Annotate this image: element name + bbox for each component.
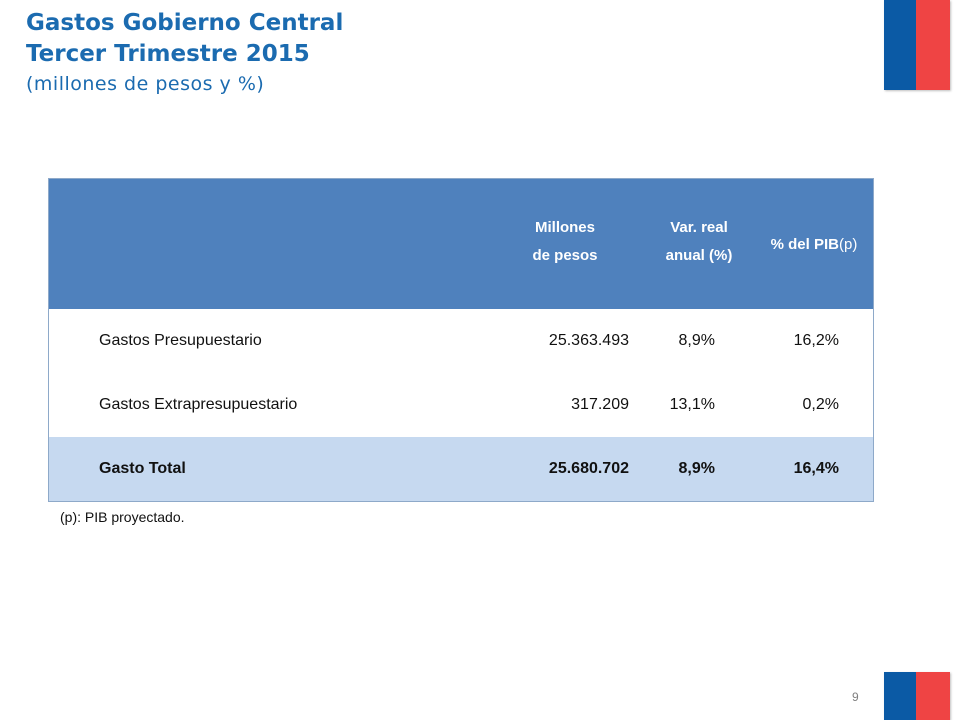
table-row: [49, 373, 873, 437]
chile-flag-logo-top: [884, 0, 950, 90]
row-millones: 317.209: [571, 396, 629, 413]
header-millones-line1: Millones: [534, 219, 595, 236]
header-pib-bold: % del PIB: [770, 236, 839, 253]
header-var-line1: Var. real: [670, 219, 728, 236]
flag-blue-stripe: [884, 0, 916, 90]
header-pib-note: (p): [839, 236, 858, 253]
total-millones: 25.680.702: [548, 460, 629, 477]
table-row: [49, 309, 873, 373]
flag-red-stripe: [916, 0, 950, 90]
title-block: [26, 8, 343, 98]
row-label: Gastos Presupuestario: [99, 332, 262, 349]
header-var-real: [639, 214, 759, 270]
flag-blue-stripe: [884, 672, 916, 720]
header-millones-line2: de pesos: [532, 247, 598, 264]
total-pib: 16,4%: [793, 460, 839, 477]
row-var: 13,1%: [669, 396, 715, 413]
row-var: 8,9%: [678, 332, 715, 349]
row-label: Gastos Extrapresupuestario: [99, 396, 298, 413]
total-label: Gasto Total: [99, 460, 186, 477]
header-millones: [515, 214, 615, 270]
total-var: 8,9%: [678, 460, 715, 477]
page-number: 9: [852, 690, 859, 704]
header-pib: [749, 231, 879, 259]
page-title-line-2: Tercer Trimestre 2015: [26, 41, 310, 67]
header-var-line2: anual (%): [665, 247, 733, 264]
row-millones: 25.363.493: [548, 332, 629, 349]
row-pib: 16,2%: [793, 332, 839, 349]
row-pib: 0,2%: [802, 396, 839, 413]
table-header: [49, 179, 873, 309]
expenses-table: [48, 178, 874, 502]
chile-flag-logo-bottom: [884, 672, 950, 720]
page-subtitle: (millones de pesos y %): [26, 73, 265, 95]
page-title-line-1: Gastos Gobierno Central: [26, 10, 344, 36]
flag-red-stripe: [916, 672, 950, 720]
footnote: (p): PIB proyectado.: [60, 509, 185, 525]
table-total-row: [49, 437, 873, 501]
